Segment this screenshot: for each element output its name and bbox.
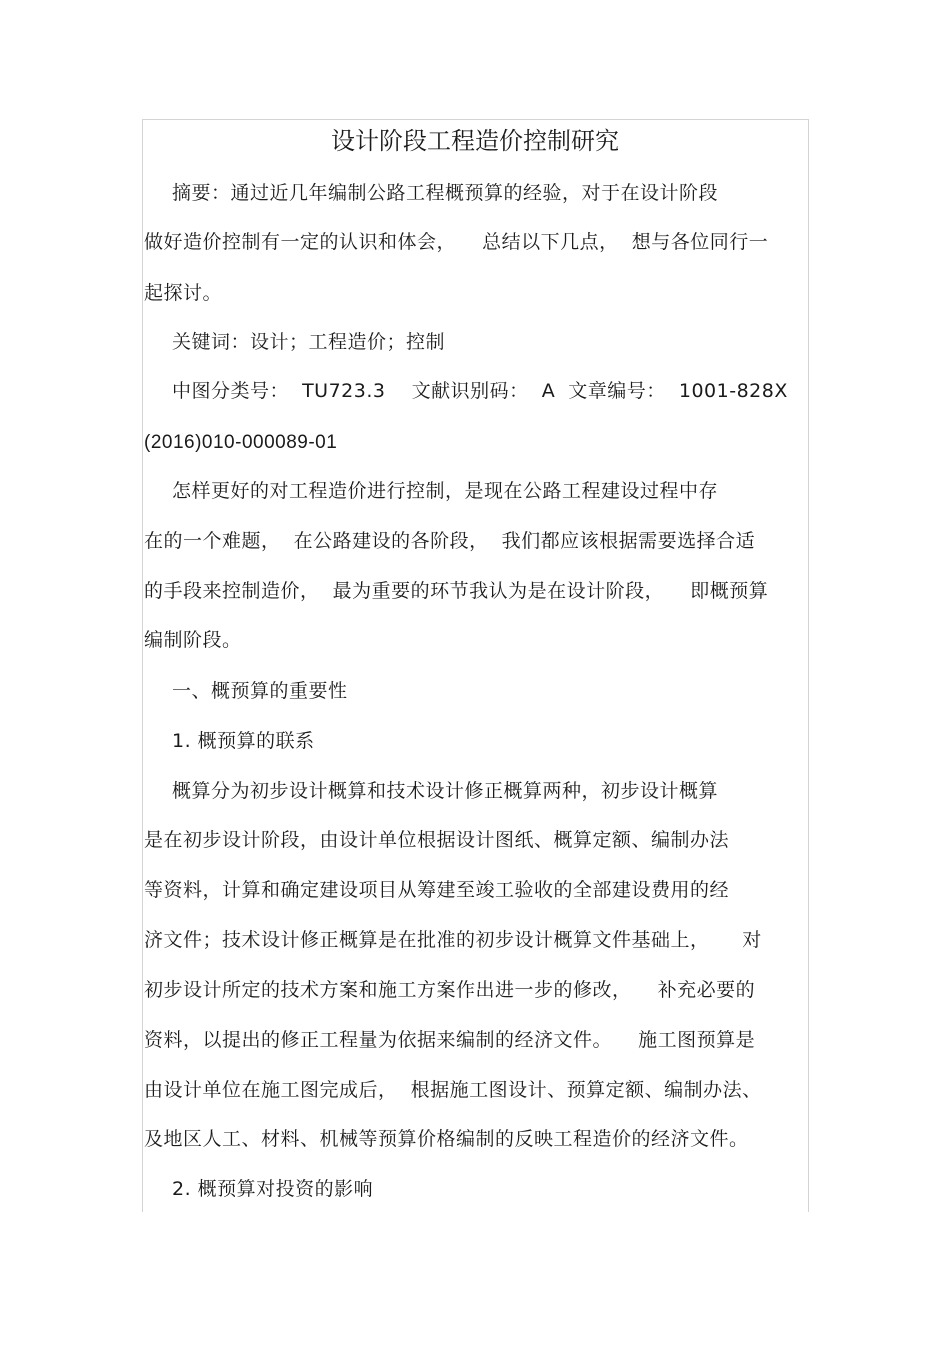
intro-line-2: 在的一个难题， 在公路建设的各阶段， 我们都应该根据需要选择合适 [144, 530, 756, 552]
body-line-6: 资料，以提出的修正工程量为依据来编制的经济文件。 施工图预算是 [144, 1029, 756, 1051]
subsection-heading-1: 1. 概预算的联系 [172, 730, 315, 752]
document-title: 设计阶段工程造价控制研究 [331, 127, 619, 155]
body-line-7: 由设计单位在施工图完成后， 根据施工图设计、预算定额、编制办法、 [144, 1079, 762, 1101]
intro-line-3: 的手段来控制造价， 最为重要的环节我认为是在设计阶段， 即概预算 [144, 580, 769, 602]
abstract-line-2: 做好造价控制有一定的认识和体会， 总结以下几点， 想与各位同行一 [144, 231, 769, 253]
body-line-3: 等资料，计算和确定建设项目从筹建至竣工验收的全部建设费用的经 [144, 879, 730, 901]
body-line-4: 济文件；技术设计修正概算是在批准的初步设计概算文件基础上， 对 [144, 929, 762, 951]
abstract-line-1: 摘要：通过近几年编制公路工程概预算的经验，对于在设计阶段 [172, 182, 719, 204]
body-line-1: 概算分为初步设计概算和技术设计修正概算两种，初步设计概算 [172, 780, 719, 802]
body-line-8: 及地区人工、材料、机械等预算价格编制的反映工程造价的经济文件。 [144, 1128, 749, 1150]
body-line-5: 初步设计所定的技术方案和施工方案作出进一步的修改， 补充必要的 [144, 979, 756, 1001]
subsection-heading-2: 2. 概预算对投资的影响 [172, 1178, 374, 1200]
keywords-line: 关键词：设计；工程造价；控制 [172, 331, 446, 353]
article-number-line: (2016)010-000089-01 [144, 432, 338, 453]
intro-line-4: 编制阶段。 [144, 629, 242, 651]
abstract-line-3: 起探讨。 [144, 282, 223, 304]
classification-line: 中图分类号： TU723.3 文献识别码： A 文章编号： 1001-828X [172, 380, 788, 402]
body-line-2: 是在初步设计阶段，由设计单位根据设计图纸、概算定额、编制办法 [144, 829, 730, 851]
intro-line-1: 怎样更好的对工程造价进行控制，是现在公路工程建设过程中存 [172, 480, 719, 502]
section-heading-1: 一、概预算的重要性 [172, 680, 348, 702]
